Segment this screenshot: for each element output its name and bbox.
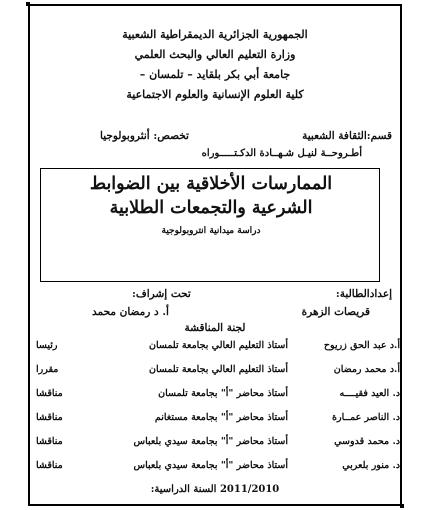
specialty-label: تخصص: أنثروبولوجيا bbox=[100, 130, 189, 142]
member-name: د. منور بلعربي bbox=[342, 460, 400, 471]
member-rank: أستاذ محاضر "أ" بجامعة تلمسان bbox=[158, 388, 288, 399]
academic-year bbox=[30, 484, 400, 495]
member-rank: أستاذ محاضر "أ" بجامعة سيدي بلعباس bbox=[133, 436, 288, 447]
member-name: أ.د عبد الحق زريوح bbox=[323, 340, 400, 351]
member-role: مناقشا bbox=[36, 388, 63, 399]
department-row bbox=[36, 130, 392, 144]
member-name: أ.د محمد رمضان bbox=[333, 364, 400, 375]
committee-member-row bbox=[36, 410, 400, 434]
frame-corner-mark bbox=[26, 2, 30, 6]
thesis-title-line-1: الممارسات الأخلاقية بين الضوابط bbox=[89, 174, 333, 194]
supervisor-label: تحت إشراف: bbox=[132, 288, 191, 300]
member-name: د. محمد قدوسي bbox=[334, 436, 400, 447]
committee-member-row bbox=[36, 338, 400, 362]
member-role: مناقشا bbox=[36, 460, 63, 471]
committee-members bbox=[36, 338, 400, 482]
ministry-line: وزارة التعليم العالي والبحث العلمي bbox=[134, 48, 296, 61]
thesis-type: أطـروحــة لنيـل شـهــادة الدكـتـــــوراه bbox=[201, 148, 362, 159]
supervisor-name: أ. د رمضان محمد bbox=[92, 306, 169, 318]
member-rank: أستاذ التعليم العالي بجامعة تلمسان bbox=[148, 340, 288, 351]
thesis-subtitle: دراسة ميدانية انتروبولوجية bbox=[161, 226, 261, 236]
member-role: مقررا bbox=[36, 364, 59, 375]
committee-title: لجنة المناقشة bbox=[184, 322, 246, 334]
frame-corner-mark bbox=[400, 504, 404, 508]
thesis-title-line-2: الشرعية والتجمعات الطلابية bbox=[109, 198, 313, 218]
member-rank: أستاذ التعليم العالي بجامعة تلمسان bbox=[148, 364, 288, 375]
committee-member-row bbox=[36, 434, 400, 458]
committee-member-row bbox=[36, 458, 400, 482]
member-name: د. العيد فقيــــه bbox=[339, 388, 400, 399]
member-rank: أستاذ محاضر "أ" بجامعة مستغانم bbox=[154, 412, 288, 423]
member-role: مناقشا bbox=[36, 412, 63, 423]
member-rank: أستاذ محاضر "أ" بجامعة سيدي بلعباس bbox=[133, 460, 288, 471]
member-name: د. الناصر عمــارة bbox=[332, 412, 400, 423]
student-name: قريصات الزهرة bbox=[301, 306, 370, 318]
committee-member-row bbox=[36, 362, 400, 386]
thesis-title-box bbox=[40, 168, 380, 282]
academic-year-value: 2011/2010 bbox=[219, 484, 280, 495]
academic-year-label: السنة الدراسية: bbox=[150, 484, 217, 495]
faculty-line: كلية العلوم الإنسانية والعلوم الاجتماعية bbox=[126, 88, 304, 101]
university-line: جامعة أبي بكر بلقايد – تلمسان – bbox=[139, 68, 291, 81]
thesis-type-row bbox=[36, 148, 392, 162]
member-role: رئيسا bbox=[36, 340, 58, 351]
authors-label-row bbox=[36, 288, 392, 302]
member-role: مناقشا bbox=[36, 436, 63, 447]
department-label: قسم:الثقافة الشعبية bbox=[302, 130, 392, 142]
committee-member-row bbox=[36, 386, 400, 410]
authors-name-row bbox=[36, 306, 392, 320]
republic-line: الجمهورية الجزائرية الديمقراطية الشعبية bbox=[122, 28, 308, 41]
student-label: إعدادالطالبة: bbox=[335, 288, 392, 300]
